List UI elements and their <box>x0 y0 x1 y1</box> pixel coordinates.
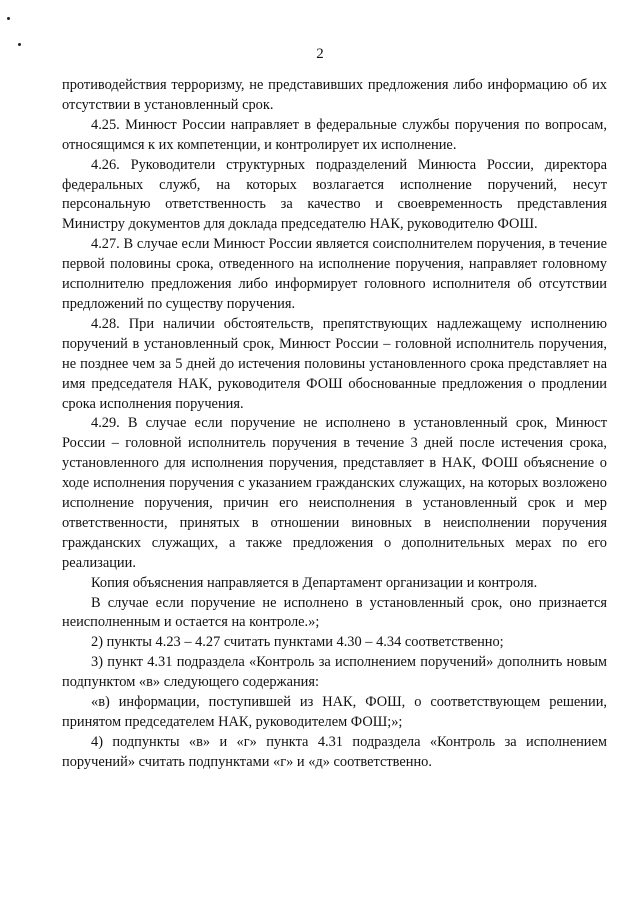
paragraph-subitem-v: «в) информации, поступившей из НАК, ФОШ, о соответствующем решении, принятом председателем НАК, руководителем ФОШ;»; <box>62 694 607 730</box>
paragraph-copy-explanation: Копия объяснения направляется в Департамент организации и контроля. <box>91 574 538 591</box>
paragraph-unfulfilled: В случае если поручение не исполнено в установленный срок, оно признается неисполненным и остается на контроле.»; <box>62 594 607 631</box>
paragraph-4-26: 4.26. Руководители структурных подразделений Минюста России, директора федеральных служб, на которых возлагается исполнение поручений, несут персональную ответственность за качество и своевременность представления Министру документов для доклада председателю НАК, руководителю ФОШ. <box>62 156 607 233</box>
paragraph-4-29: 4.29. В случае если поручение не исполнено в установленный срок, Минюст России – головной исполнитель поручения в течение 3 дней после истечения срока, установленного для исполнения поручения, представляет в НАК, ФОШ объяснение о ходе исполнения поручения с указанием гражданских служащих, на которых возложено исполнение поручения, причин его неисполнения в установленный срок и мер ответственности, принятых в отношении виновных в неисполнении поручения гражданских служащих, а также предложения о дополнительных мерах по его реализации. <box>62 415 607 571</box>
page-number: 2 <box>316 46 324 62</box>
paragraph-4-27: 4.27. В случае если Минюст России является соисполнителем поручения, в течение первой половины срока, отведенного на исполнение поручения, направляет головному исполнителю предложения либо информирует головного исполнителя об отсутствии предложений по существу поручения. <box>62 236 607 312</box>
paragraph-4-28: 4.28. При наличии обстоятельств, препятствующих надлежащему исполнению поручений в установленный срок, Минюст России – головной исполнитель поручения, не позднее чем за 5 дней до истечения половины установленного срока представляет на имя председателя НАК, руководителя ФОШ обоснованные предложения о продлении срока исполнения поручения. <box>62 315 607 412</box>
paragraph-continuation: противодействия терроризму, не представивших предложения либо информацию об их отсутствии в установленный срок. <box>62 77 607 113</box>
document-body <box>62 76 607 773</box>
paragraph-4-25: 4.25. Минюст России направляет в федеральные службы поручения по вопросам, относящимся к их компетенции, и контролирует их исполнение. <box>62 116 607 153</box>
scan-dot-mark <box>7 17 10 20</box>
paragraph-item-4: 4) подпункты «в» и «г» пункта 4.31 подраздела «Контроль за исполнением поручений» считать подпунктами «г» и «д» соответственно. <box>62 733 607 770</box>
paragraph-item-2: 2) пункты 4.23 – 4.27 считать пунктами 4.30 – 4.34 соответственно; <box>91 634 504 651</box>
paragraph-item-3: 3) пункт 4.31 подраздела «Контроль за исполнением поручений» дополнить новым подпунктом «в» следующего содержания: <box>62 654 607 691</box>
